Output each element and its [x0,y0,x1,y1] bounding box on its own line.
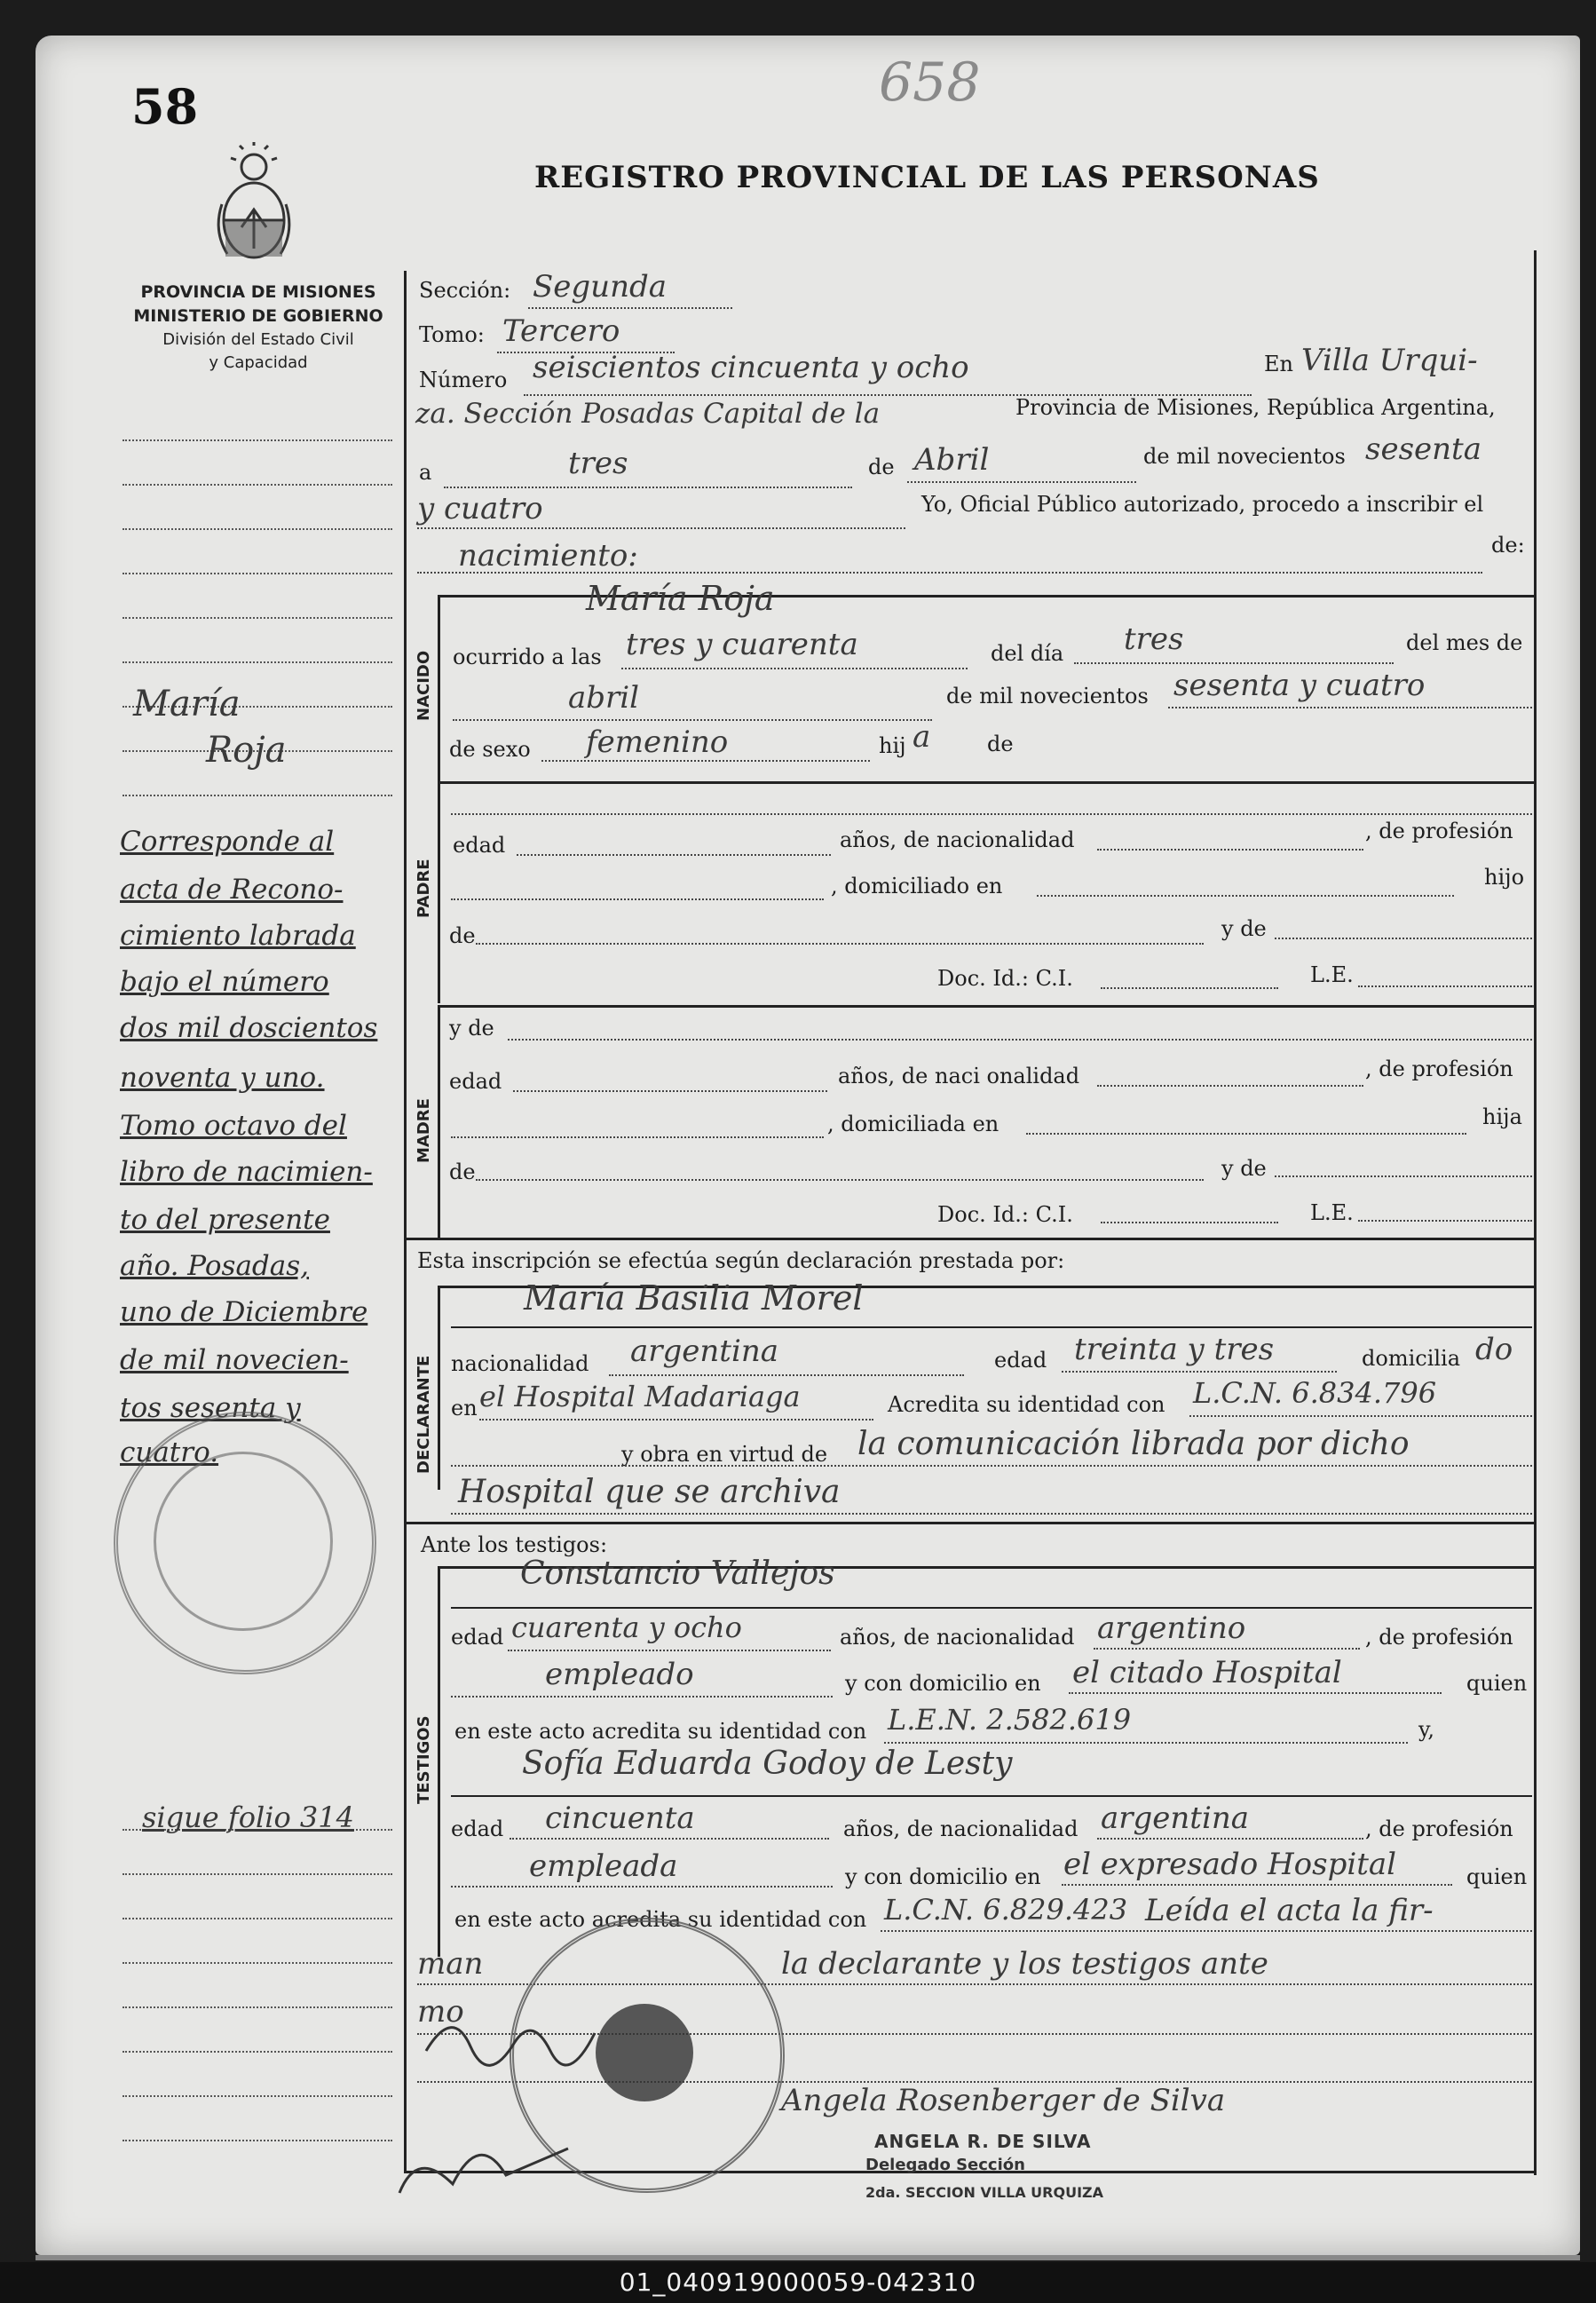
declarante-lugar: el Hospital Madariaga [479,1380,801,1413]
testigo2-acredita-label: en este acto acredita su identidad con [454,1907,867,1932]
madre-side-rule [438,1005,440,1238]
testigo1-profesion-line [451,1696,833,1698]
padre-side-rule [438,781,440,1003]
margin-note-line: to del presente [120,1204,330,1236]
declarante-edad-line [1062,1371,1337,1373]
padre-section-label: PADRE [415,859,433,918]
nacido-mes-line [453,719,932,721]
padre-domicilio-line [1037,895,1454,897]
provincia-text: Provincia de Misiones, República Argentina, [1015,395,1496,420]
seccion-line [528,307,732,309]
nacido-dia-line [1074,662,1394,664]
padre-y-de-line [1275,938,1532,939]
acto-value: nacimiento: [458,538,638,574]
nacido-section-label: NACIDO [415,650,433,721]
madre-le-label: L.E. [1310,1200,1354,1225]
margin-note-line: año. Posadas, [120,1250,310,1282]
mes-value: Abril [914,442,990,478]
testigos-section-label: TESTIGOS [415,1715,433,1804]
declarante-nacionalidad-label: nacionalidad [451,1351,589,1376]
padre-nacionalidad-label: años, de nacionalidad [840,827,1075,852]
margin-note-line: uno de Diciembre [120,1296,368,1328]
oficial-text: Yo, Oficial Público autorizado, procedo a inscribir el [921,492,1484,517]
declarante-documento: L.C.N. 6.834.796 [1193,1376,1437,1410]
testigo2-edad-line [510,1838,829,1840]
anio-prefix: de mil novecientos [1143,444,1346,469]
padre-doc-line [1101,987,1278,989]
nacido-dia-value: tres [1124,621,1184,657]
testigo1-documento: L.E.N. 2.582.619 [888,1703,1132,1737]
nacido-anio-line [1168,707,1532,708]
testigos-intro: Ante los testigos: [421,1532,608,1557]
authority-block [117,281,399,375]
declarante-domicilio-label: domicilia [1362,1346,1461,1371]
declarante-edad-value: treinta y tres [1074,1332,1275,1367]
page-number: 58 [131,78,199,135]
pencil-page-number: 658 [879,51,981,114]
declarante-top-rule [404,1238,1535,1240]
testigo1-name-rule [451,1607,1532,1609]
authority-ministry: MINISTERIO DE GOBIERNO [133,306,383,326]
madre-y-de-top: y de [449,1016,494,1041]
padre-doc-label: Doc. Id.: C.I. [937,966,1073,991]
en-label: En [1264,352,1293,376]
declarante-en-label: en [451,1396,478,1421]
authority-division: División del Estado Civil [162,330,354,349]
testigo2-edad-label: edad [451,1816,504,1841]
declarante-name: María Basilia Morel [524,1278,864,1318]
en-value: Villa Urqui- [1301,343,1478,378]
testigo1-profesion-label: , de profesión [1365,1625,1513,1650]
padre-name-line [451,813,1532,815]
scan-id-footer: 01_040919000059-042310 [0,2262,1596,2303]
testigo1-domicilio-label: y con domicilio en [845,1671,1041,1696]
lugar-continuation: za. Sección Posadas Capital de la [415,398,881,430]
testigo2-documento: L.C.N. 6.829.423 [884,1893,1128,1927]
testigo2-domicilio-line [1062,1884,1452,1886]
testigo2-leida: Leída el acta la fir- [1145,1893,1434,1928]
madre-edad-label: edad [449,1069,502,1094]
tomo-label: Tomo: [419,322,485,347]
closing-text-3: mo [417,1994,464,2030]
madre-y-de-label: y de [1221,1156,1267,1181]
authority-capacity: y Capacidad [209,353,308,372]
nacido-side-rule [438,595,440,781]
padre-top-rule [438,781,1535,784]
acredita-label: Acredita su identidad con [888,1392,1165,1417]
declarante-lugar-line [479,1419,873,1421]
page-edge [36,2255,1580,2260]
testigo2-name: Sofía Eduarda Godoy de Lesty [522,1745,1013,1782]
declarante-nacionalidad-line [609,1374,964,1376]
officer-stamp-title: Delegado Sección [865,2156,1025,2174]
declarante-edad-label: edad [994,1348,1047,1373]
testigos-side-rule [438,1566,440,1957]
obra-value-1: la comunicación librada por dicho [857,1426,1410,1462]
margin-note-line: dos mil doscientos [120,1012,378,1044]
seccion-value: Segunda [533,269,668,305]
margin-note-line: acta de Recono- [120,874,344,906]
padre-nacionalidad-line [1097,849,1363,851]
madre-nacionalidad-label: años, de naci onalidad [838,1064,1080,1088]
numero-value: seiscientos cincuenta y ocho [533,350,969,385]
nacido-name: María Roja [586,579,775,618]
padre-y-de-label: y de [1221,916,1267,941]
mes-line [907,481,1136,483]
padre-edad-line [517,854,831,856]
form-right-rule [1534,250,1537,2175]
declarante-domicilio-suffix: do [1475,1332,1513,1367]
padre-profesion-line [451,898,824,900]
seccion-label: Sección: [419,278,511,303]
sexo-label: de sexo [449,737,531,762]
testigo1-nacionalidad-line [1094,1648,1360,1650]
madre-section-label: MADRE [415,1098,433,1163]
madre-profesion-label: , de profesión [1365,1057,1513,1081]
padre-le-label: L.E. [1310,962,1354,987]
witness-signature-icon [417,1998,648,2077]
madre-edad-line [513,1090,827,1092]
madre-le-line [1358,1220,1532,1222]
testigo1-domicilio-line [1069,1692,1442,1694]
declarante-intro: Esta inscripción se efectúa según declaración prestada por: [417,1248,1065,1273]
testigo2-name-rule [451,1795,1532,1797]
madre-hija-label: hija [1482,1104,1522,1129]
nacido-mes-value: abril [568,680,640,716]
a-label: a [419,460,432,485]
dia-line [444,487,852,488]
madre-name-line [508,1039,1532,1041]
testigo1-edad: cuarenta y ocho [511,1611,742,1644]
margin-continues-folio: sigue folio 314 [142,1800,354,1834]
obra-value-2: Hospital que se archiva [458,1474,841,1510]
coat-of-arms-icon [209,142,298,266]
officer-stamp-section: 2da. SECCION VILLA URQUIZA [865,2184,1104,2201]
padre-edad-label: edad [453,833,506,858]
margin-note-line: libro de nacimien- [120,1156,373,1188]
anio-value-1: sesenta [1365,431,1481,467]
declarante-section-label: DECLARANTE [415,1355,433,1474]
de-label: de [868,455,895,479]
testigo2-nacionalidad: argentina [1101,1800,1250,1836]
hora-label: ocurrido a las [453,645,602,669]
obra-line-2 [451,1513,1532,1515]
declarante-documento-line [1189,1415,1532,1417]
testigo1-quien-label: quien [1466,1671,1528,1696]
testigo2-domicilio: el expresado Hospital [1063,1847,1397,1882]
authority-province: PROVINCIA DE MISIONES [140,282,376,302]
margin-name-last: Roja [206,730,287,771]
madre-top-rule [438,1005,1535,1008]
padre-de-label: de [449,923,476,948]
madre-profesion-line [451,1136,824,1138]
dia-value: tres [568,446,628,481]
padre-profesion-label: , de profesión [1365,819,1513,843]
numero-label: Número [419,368,508,392]
declarante-name-rule [451,1326,1532,1328]
madre-de-line [476,1179,1204,1181]
testigo2-quien-label: quien [1466,1864,1528,1889]
testigo1-nacionalidad: argentino [1097,1611,1246,1646]
testigos-top-rule [404,1522,1535,1524]
testigo2-nacionalidad-line [1097,1838,1363,1840]
margin-note-line: de mil novecien- [120,1344,349,1376]
de-suffix: de: [1491,533,1525,558]
testigo1-edad-line [508,1650,831,1651]
madre-de-label: de [449,1159,476,1184]
nacido-anio-value: sesenta y cuatro [1173,668,1426,703]
del-dia-label: del día [991,641,1064,666]
sexo-line [541,760,870,762]
testigo2-profesion-label: , de profesión [1365,1816,1513,1841]
margin-registry-seal [114,1412,376,1674]
testigo1-edad-label: edad [451,1625,504,1650]
testigo2-edad: cincuenta [545,1800,695,1836]
form-left-rule [404,271,407,2171]
testigo1-profesion: empleado [545,1657,694,1692]
document-title: REGISTRO PROVINCIAL DE LAS PERSONAS [534,160,1320,195]
obra-label: y obra en virtud de [621,1442,828,1467]
padre-de-line [476,943,1204,945]
margin-note-line: noventa y uno. [120,1062,325,1094]
nacido-anio-label: de mil novecientos [946,684,1149,708]
hora-line [621,668,968,669]
padre-domicilio-label: , domiciliado en [831,874,1003,898]
testigo1-y-label: y, [1418,1717,1434,1742]
closing-text-2: la declarante y los testigos ante [781,1946,1268,1982]
margin-note-line: cuatro. [120,1436,219,1468]
hijo-de-label: de [987,732,1014,756]
testigo2-profesion-line [451,1886,833,1888]
acto-line [417,572,1482,574]
anio-line [417,527,905,529]
madre-domicilio-line [1026,1133,1466,1135]
margin-name-first: María [133,684,241,724]
testigo2-domicilio-label: y con domicilio en [845,1864,1041,1889]
declarante-nacionalidad-value: argentina [630,1334,779,1369]
padre-le-line [1358,985,1532,987]
testigo2-documento-line [881,1930,1532,1932]
hijo-label: hij [879,733,906,758]
margin-note-line: Corresponde al [120,826,335,858]
testigo2-nacionalidad-label: años, de nacionalidad [843,1816,1078,1841]
closing-text-1: man [417,1946,484,1982]
madre-doc-label: Doc. Id.: C.I. [937,1202,1073,1227]
testigo1-nacionalidad-label: años, de nacionalidad [840,1625,1075,1650]
testigo1-acredita-label: en este acto acredita su identidad con [454,1719,867,1744]
sexo-value: femenino [586,724,729,760]
hora-value: tres y cuarenta [626,627,858,662]
declarante-side-rule [438,1286,440,1490]
margin-note-line: tos sesenta y [120,1392,301,1424]
padre-hijo-label: hijo [1484,865,1525,890]
margin-note-line: Tomo octavo del [120,1110,347,1142]
declarant-signature-icon [391,2113,595,2211]
mes-de-label: del mes de [1406,630,1523,655]
madre-y-de-line [1275,1175,1532,1177]
madre-doc-line [1101,1222,1278,1223]
testigo1-documento-line [884,1742,1408,1744]
testigo1-name: Constancio Vallejos [520,1555,835,1592]
madre-domicilio-label: , domiciliada en [827,1112,999,1136]
officer-signature: Angela Rosenberger de Silva [781,2083,1226,2118]
testigo2-profesion: empleada [529,1848,678,1884]
officer-stamp-name: ANGELA R. DE SILVA [874,2131,1092,2152]
obra-line-1 [451,1465,1532,1467]
testigo1-domicilio: el citado Hospital [1072,1655,1342,1690]
margin-note-line: cimiento labrada [120,920,356,952]
tomo-value: Tercero [502,313,620,349]
madre-nacionalidad-line [1097,1085,1363,1087]
margin-note-line: bajo el número [120,966,329,998]
hijo-suffix: a [913,719,931,755]
anio-value-2: y cuatro [417,491,543,526]
